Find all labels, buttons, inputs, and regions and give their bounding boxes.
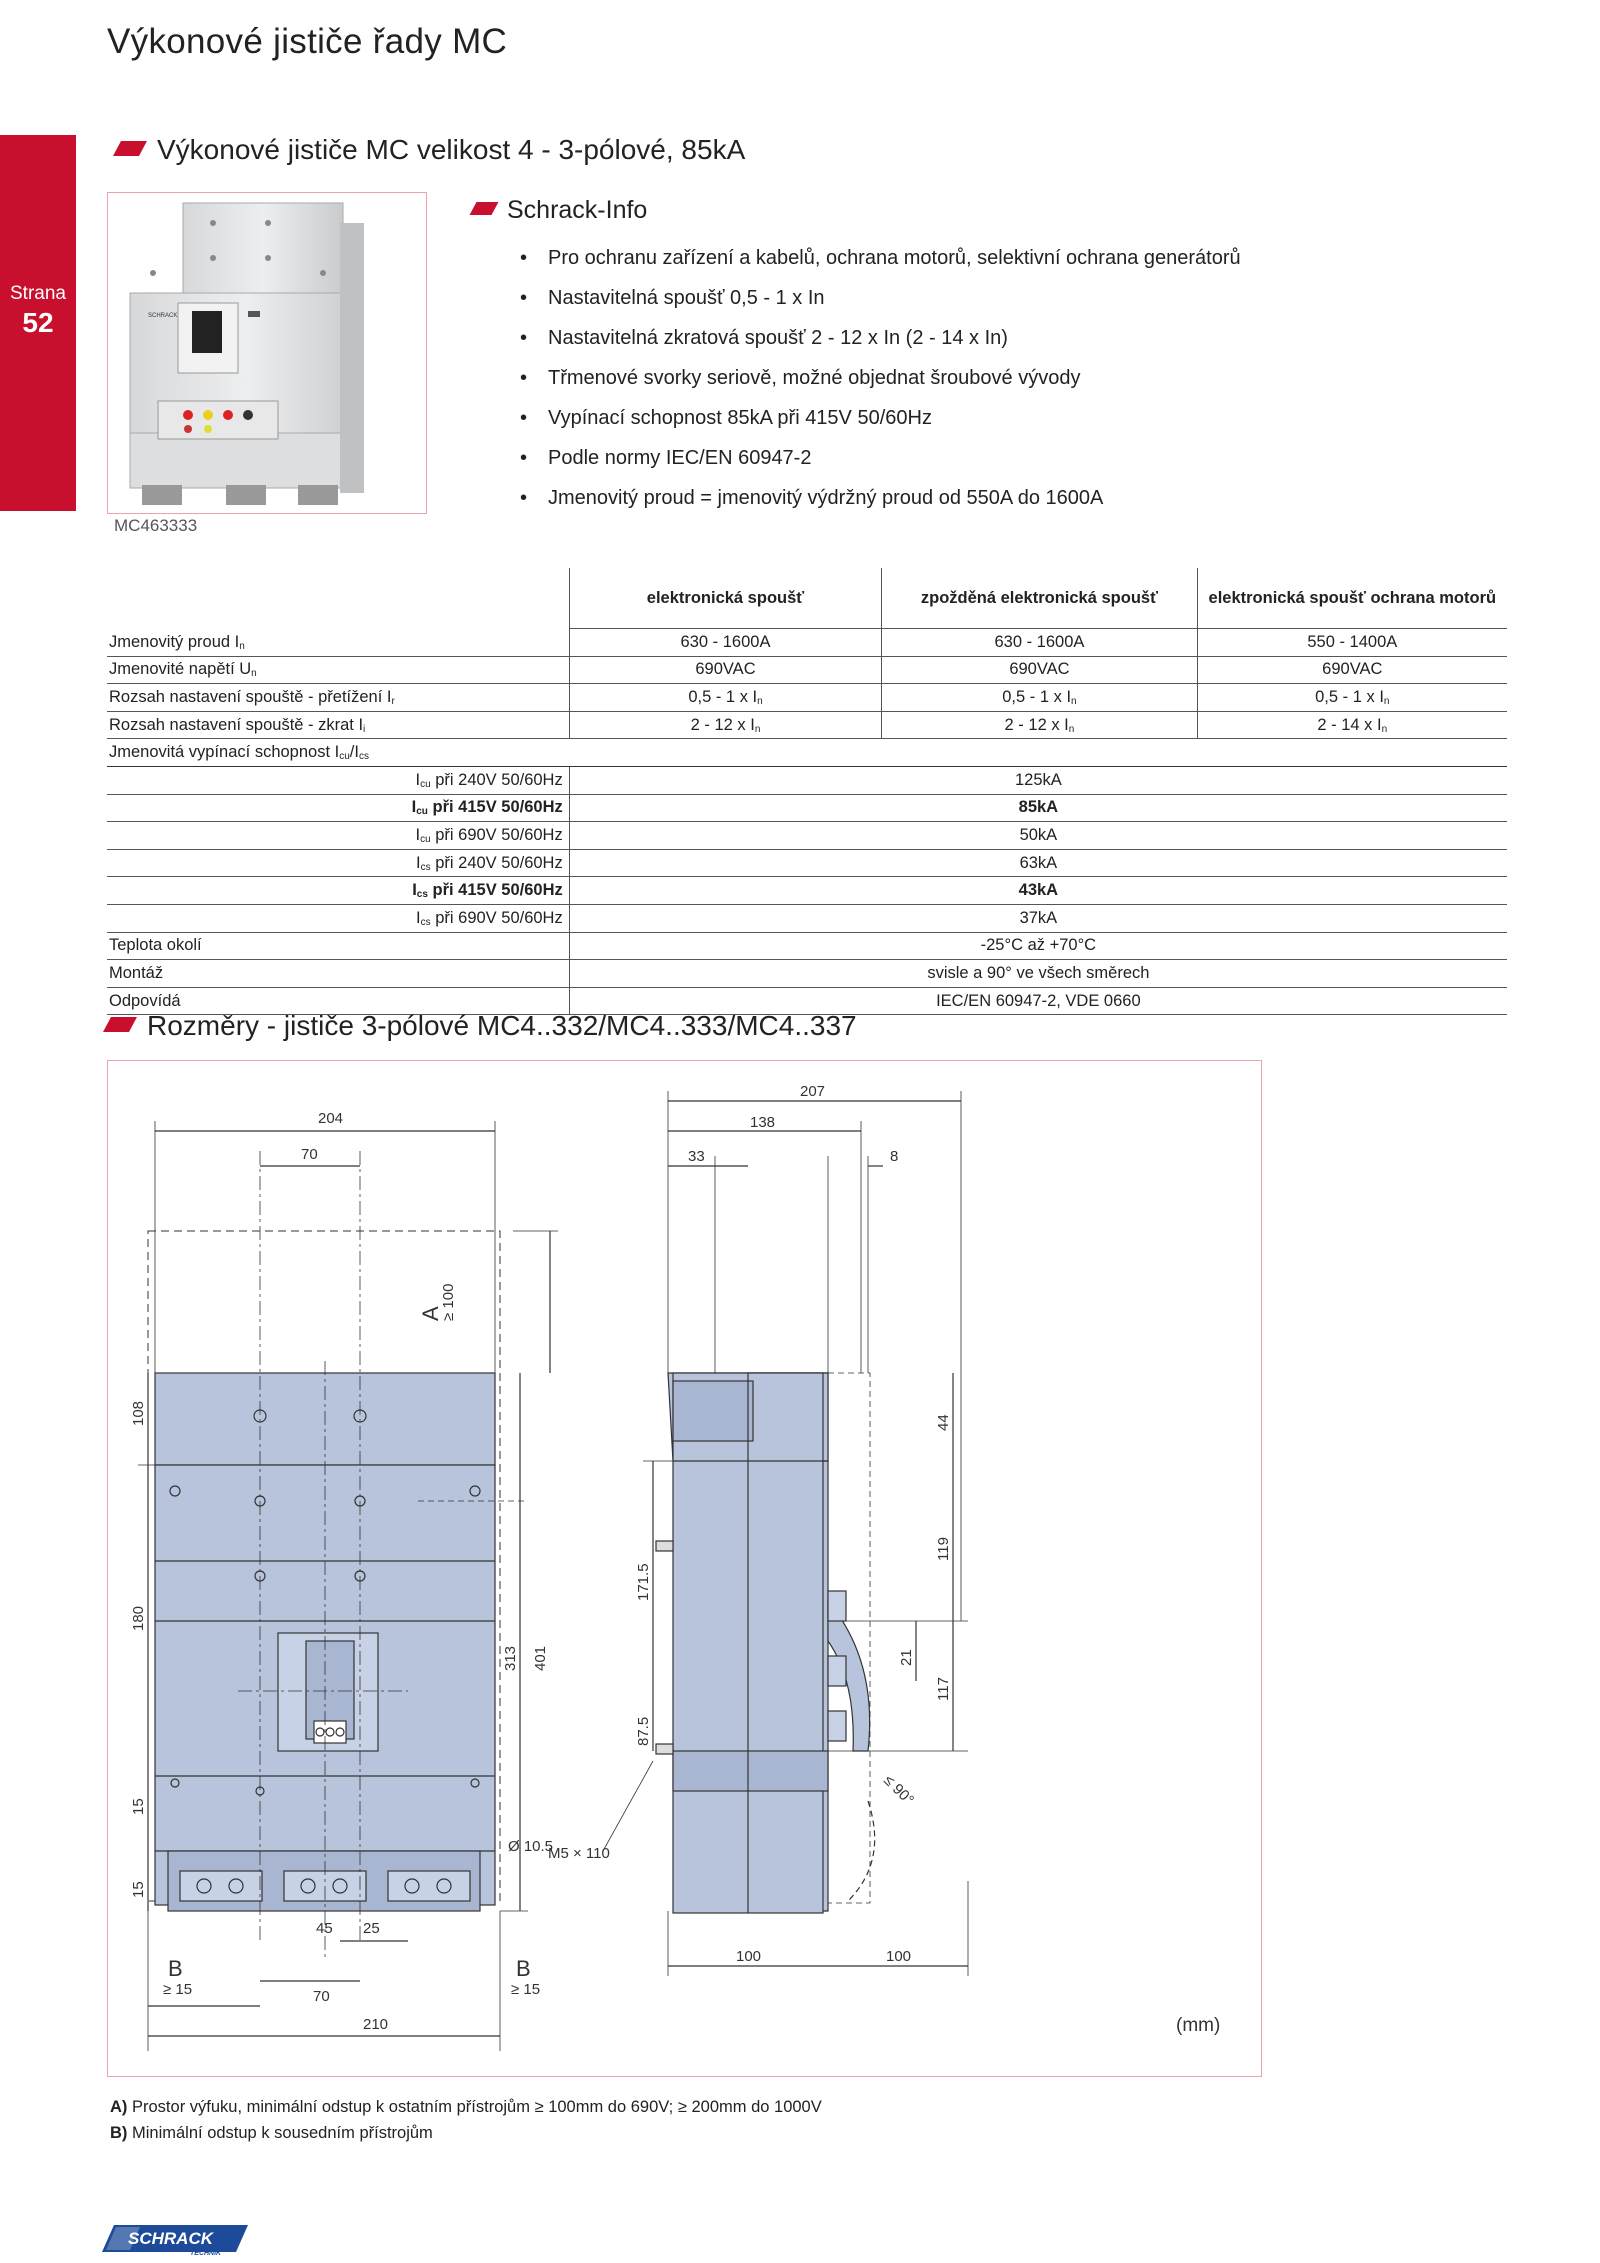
cell-value: 43kA bbox=[569, 877, 1507, 905]
row-label: při 415V 50/60Hz bbox=[427, 881, 563, 900]
schrack-logo-icon bbox=[100, 2222, 250, 2256]
dim-label: 33 bbox=[688, 1148, 705, 1165]
section-title-text: Výkonové jističe MC velikost 4 - 3-pólové, 85kA bbox=[157, 134, 746, 165]
dim-label: 138 bbox=[750, 1114, 776, 1131]
unit-label: (mm) bbox=[1176, 2015, 1221, 2036]
spec-table bbox=[107, 568, 1507, 1015]
breaker-photo-icon bbox=[108, 193, 426, 513]
dim-label: 100 bbox=[886, 1948, 912, 1965]
info-item: • Vypínací schopnost 85kA při 415V 50/60Hz bbox=[520, 398, 1241, 438]
table-row: Jmenovitá vypínací schopnost $I_{cu}/I_{cs}$ bbox=[107, 739, 1507, 767]
info-item: • Pro ochranu zařízení a kabelů, ochrana motorů, selektivní ochrana generátorů bbox=[520, 238, 1241, 278]
row-label: při 690V 50/60Hz bbox=[430, 908, 563, 927]
table-row: Rozsah nastavení spouště - zkrat $I_i$ 2 - 12 x $I_n$ 2 - 12 x $I_n$ 2 - 14 x $I_n$ bbox=[107, 711, 1507, 739]
dim-label: 70 bbox=[301, 1146, 318, 1163]
table-row: $I_{cs}$ při 690V 50/60Hz 37kA bbox=[107, 904, 1507, 932]
dim-label: ≥ 100 bbox=[440, 1283, 457, 1321]
dim-label: 87.5 bbox=[635, 1716, 652, 1746]
svg-text:SCHRACK: SCHRACK bbox=[148, 313, 178, 319]
table-row: $I_{cu}$ při 690V 50/60Hz 50kA bbox=[107, 822, 1507, 850]
dim-label: 204 bbox=[318, 1110, 344, 1127]
dim-label: 180 bbox=[130, 1605, 147, 1631]
table-row bbox=[107, 960, 1507, 988]
cell-value: 690VAC bbox=[882, 656, 1197, 684]
row-label: Jmenovitý proud I bbox=[109, 632, 240, 651]
cell-value: 690VAC bbox=[569, 656, 882, 684]
dim-label: 45 bbox=[316, 1920, 333, 1937]
table-row: Jmenovitý proud $I_n$ 630 - 1600A 630 - 1600A 550 - 1400A bbox=[107, 629, 1507, 657]
cell-value: 63kA bbox=[569, 849, 1507, 877]
dim-label: B bbox=[168, 1956, 183, 1981]
footnote: A) Prostor výfuku, minimální odstup k ostatním přístrojům ≥ 100mm do 690V; ≥ 200mm do 1000V bbox=[110, 2098, 822, 2116]
footnote: B) Minimální odstup k sousedním přístrojům bbox=[110, 2124, 433, 2142]
breaker-drawing-icon bbox=[108, 1061, 1260, 2075]
dim-label: 15 bbox=[130, 1798, 147, 1815]
table-header-row bbox=[107, 568, 1507, 629]
product-image bbox=[107, 192, 427, 514]
footnotes bbox=[110, 2094, 822, 2146]
dim-label: 108 bbox=[130, 1400, 147, 1426]
info-item: • Jmenovitý proud = jmenovitý výdržný proud od 550A do 1600A bbox=[520, 478, 1241, 518]
svg-text:TECHNIK: TECHNIK bbox=[190, 2250, 222, 2256]
page-number: 52 bbox=[22, 307, 54, 338]
dim-label: 401 bbox=[532, 1645, 549, 1671]
row-label: při 240V 50/60Hz bbox=[430, 770, 563, 789]
cell-value: 85kA bbox=[569, 794, 1507, 822]
column-header: zpožděná elektronická spoušť bbox=[882, 568, 1197, 629]
cell-value: svisle a 90° ve všech směrech bbox=[569, 960, 1507, 988]
dim-label: 207 bbox=[800, 1083, 826, 1100]
dim-label: 25 bbox=[363, 1920, 380, 1937]
cell-value: 690VAC bbox=[1197, 656, 1507, 684]
dim-label: Ø 10.5 bbox=[508, 1838, 554, 1855]
table-row: $I_{cs}$ při 240V 50/60Hz 63kA bbox=[107, 849, 1507, 877]
section-marker-icon bbox=[103, 1017, 137, 1032]
svg-text:SCHRACK: SCHRACK bbox=[128, 2229, 213, 2248]
cell-value: 0,5 - 1 x $I_n$ bbox=[1197, 684, 1507, 712]
info-title bbox=[473, 196, 647, 225]
dim-label: 44 bbox=[935, 1414, 952, 1431]
cell-value: 37kA bbox=[569, 904, 1507, 932]
info-item: • Podle normy IEC/EN 60947-2 bbox=[520, 438, 1241, 478]
cell-value: 550 - 1400A bbox=[1197, 629, 1507, 657]
row-label: Montáž bbox=[107, 960, 569, 988]
table-row: $I_{cu}$ při 240V 50/60Hz 125kA bbox=[107, 766, 1507, 794]
cell-value: IEC/EN 60947-2, VDE 0660 bbox=[569, 987, 1507, 1015]
row-label: Jmenovitá vypínací schopnost I bbox=[109, 743, 340, 762]
dim-label: 313 bbox=[502, 1645, 519, 1671]
row-label: Rozsah nastavení spouště - zkrat I bbox=[109, 715, 364, 734]
info-list bbox=[520, 238, 1241, 518]
row-label: Jmenovité napětí U bbox=[109, 660, 252, 679]
cell-value: 630 - 1600A bbox=[569, 629, 882, 657]
cell-value: 50kA bbox=[569, 822, 1507, 850]
column-header bbox=[1197, 568, 1507, 629]
dim-label: 119 bbox=[935, 1537, 952, 1561]
cell-value: 2 - 12 x $I_n$ bbox=[882, 711, 1197, 739]
dim-label: 100 bbox=[736, 1948, 762, 1965]
cell-value: 125kA bbox=[569, 766, 1507, 794]
row-label: Rozsah nastavení spouště - přetížení I bbox=[109, 687, 392, 706]
table-row bbox=[107, 932, 1507, 960]
row-label: při 240V 50/60Hz bbox=[430, 853, 563, 872]
product-image-caption: MC463333 bbox=[114, 516, 198, 535]
info-title-text: Schrack-Info bbox=[507, 196, 648, 224]
row-label: při 690V 50/60Hz bbox=[430, 825, 563, 844]
cell-value: 0,5 - 1 x $I_n$ bbox=[882, 684, 1197, 712]
dim-label: ≥ 15 bbox=[511, 1981, 541, 1998]
cell-value: 630 - 1600A bbox=[882, 629, 1197, 657]
row-label: Teplota okolí bbox=[107, 932, 569, 960]
dim-label: 210 bbox=[363, 2016, 389, 2033]
dim-label: B bbox=[516, 1956, 531, 1981]
table-row: Jmenovité napětí $U_n$ 690VAC 690VAC 690VAC bbox=[107, 656, 1507, 684]
dim-label: A bbox=[418, 1306, 443, 1321]
row-label: Odpovídá bbox=[107, 987, 569, 1015]
page-side-tab bbox=[0, 135, 76, 511]
table-row: $I_{cs}$ při 415V 50/60Hz 43kA bbox=[107, 877, 1507, 905]
section-marker-icon bbox=[113, 141, 147, 156]
dim-label: 171.5 bbox=[635, 1563, 652, 1601]
side-tab-label: Strana bbox=[10, 283, 66, 304]
column-header: elektronická spoušť bbox=[569, 568, 882, 629]
dim-label: 70 bbox=[313, 1988, 330, 2005]
dim-label: 8 bbox=[890, 1148, 899, 1165]
dim-label: ≤ 90° bbox=[880, 1771, 918, 1809]
info-item: • Třmenové svorky seriově, možné objednat šroubové vývody bbox=[520, 358, 1241, 398]
cell-value: 2 - 14 x $I_n$ bbox=[1197, 711, 1507, 739]
dimension-drawing bbox=[107, 1060, 1262, 2077]
table-row: Rozsah nastavení spouště - přetížení $I_r$ 0,5 - 1 x $I_n$ 0,5 - 1 x $I_n$ 0,5 - 1 x $I_n$ bbox=[107, 684, 1507, 712]
dim-label: ≥ 15 bbox=[163, 1981, 193, 1998]
info-item: • Nastavitelná zkratová spoušť 2 - 12 x In (2 - 14 x In) bbox=[520, 318, 1241, 358]
dimensions-title-text: Rozměry - jističe 3-pólové MC4..332/MC4..333/MC4..337 bbox=[147, 1010, 857, 1041]
dim-label: 15 bbox=[130, 1881, 147, 1898]
info-marker-icon bbox=[470, 202, 499, 215]
dim-label: 21 bbox=[898, 1649, 915, 1666]
section-title bbox=[117, 134, 745, 166]
dim-label: M5 × 110 bbox=[548, 1845, 610, 1862]
cell-value: 2 - 12 x $I_n$ bbox=[569, 711, 882, 739]
dimensions-title bbox=[107, 1010, 857, 1042]
row-label: při 415V 50/60Hz bbox=[427, 798, 563, 817]
info-item: • Nastavitelná spoušť 0,5 - 1 x In bbox=[520, 278, 1241, 318]
cell-value: -25°C až +70°C bbox=[569, 932, 1507, 960]
dim-label: 117 bbox=[935, 1677, 952, 1701]
page-title: Výkonové jističe řady MC bbox=[107, 22, 508, 61]
cell-value: 0,5 - 1 x $I_n$ bbox=[569, 684, 882, 712]
table-row: $I_{cu}$ při 415V 50/60Hz 85kA bbox=[107, 794, 1507, 822]
column-header-text: elektronická spoušť ochrana motorů bbox=[1208, 588, 1497, 607]
schrack-logo bbox=[100, 2222, 250, 2261]
